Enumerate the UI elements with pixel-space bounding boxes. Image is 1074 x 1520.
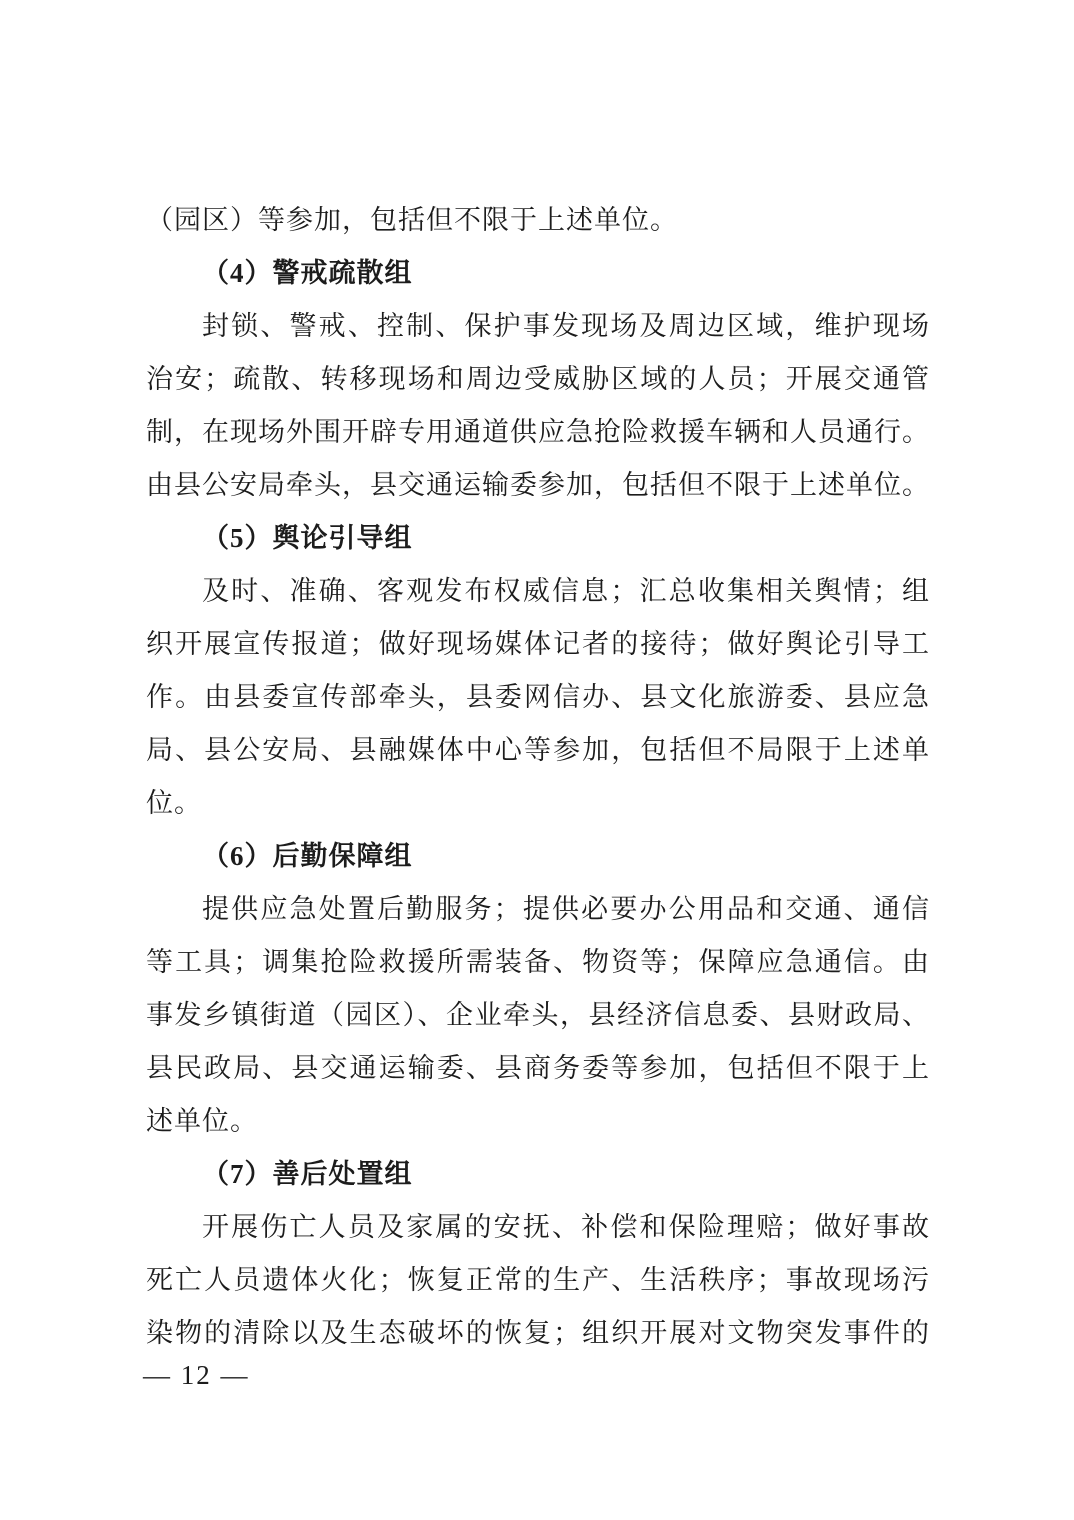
text-line: 等工具；调集抢险救援所需装备、物资等；保障应急通信。由 (146, 947, 930, 977)
text-line: 提供应急处置后勤服务；提供必要办公用品和交通、通信 (202, 894, 930, 924)
text-line: 织开展宣传报道；做好现场媒体记者的接待；做好舆论引导工 (146, 629, 930, 659)
text-line: 县民政局、县交通运输委、县商务委等参加，包括但不限于上 (146, 1053, 930, 1083)
text-line: 封锁、警戒、控制、保护事发现场及周边区域，维护现场 (202, 311, 930, 341)
text-line: （园区）等参加，包括但不限于上述单位。 (146, 205, 678, 235)
section-heading: （6）后勤保障组 (202, 841, 413, 871)
text-line: 事发乡镇街道（园区）、企业牵头，县经济信息委、县财政局、 (146, 1000, 930, 1030)
text-line: 作。由县委宣传部牵头，县委网信办、县文化旅游委、县应急 (146, 682, 930, 712)
text-line: 开展伤亡人员及家属的安抚、补偿和保险理赔；做好事故 (202, 1212, 930, 1242)
text-line: 由县公安局牵头，县交通运输委参加，包括但不限于上述单位。 (146, 470, 930, 500)
document-body (146, 194, 930, 1360)
text-line: 及时、准确、客观发布权威信息；汇总收集相关舆情；组 (202, 576, 930, 606)
section-heading: （5）舆论引导组 (202, 523, 413, 553)
section-heading: （4）警戒疏散组 (202, 258, 413, 288)
page-number: — 12 — (143, 1360, 250, 1390)
section-heading: （7）善后处置组 (202, 1159, 413, 1189)
text-line: 制，在现场外围开辟专用通道供应急抢险救援车辆和人员通行。 (146, 417, 930, 447)
text-line: 位。 (146, 788, 202, 818)
text-line: 局、县公安局、县融媒体中心等参加，包括但不局限于上述单 (146, 735, 930, 765)
text-line: 治安；疏散、转移现场和周边受威胁区域的人员；开展交通管 (146, 364, 930, 394)
text-line: 死亡人员遗体火化；恢复正常的生产、生活秩序；事故现场污 (146, 1265, 930, 1295)
text-line: 述单位。 (146, 1106, 258, 1136)
text-line: 染物的清除以及生态破坏的恢复；组织开展对文物突发事件的 (146, 1318, 930, 1348)
